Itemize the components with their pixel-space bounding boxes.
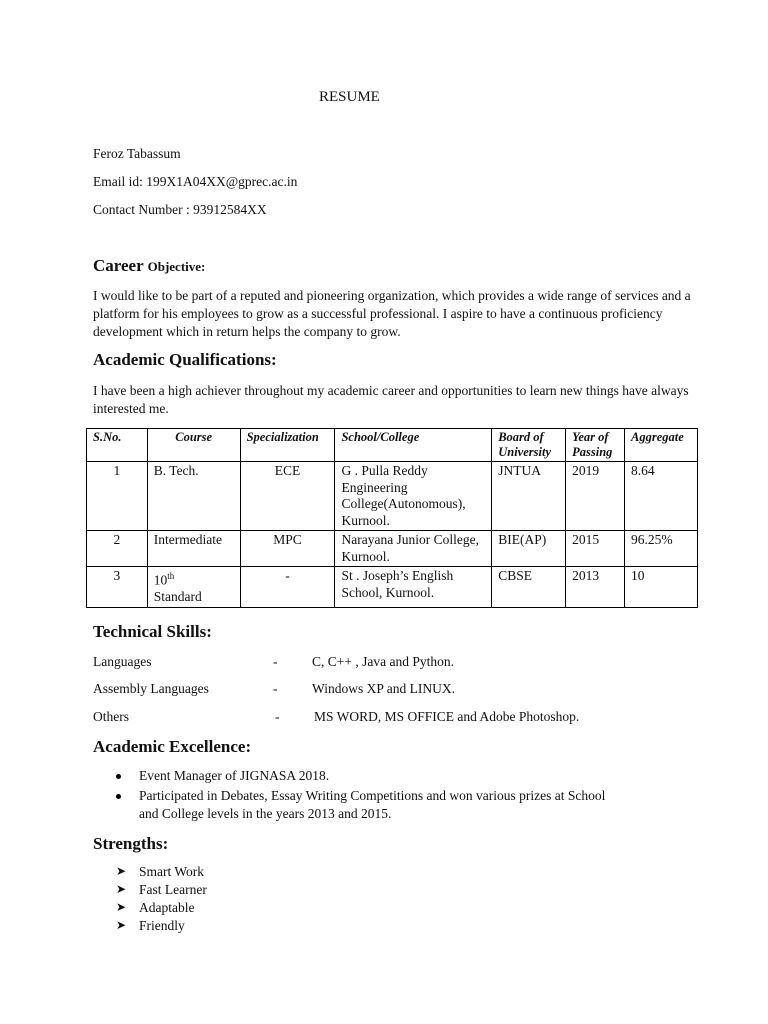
cell-aggregate: 10 <box>625 567 698 608</box>
cell-board: CBSE <box>492 567 566 608</box>
arrow-bullet-icon: ➤ <box>116 900 127 914</box>
course-tail: Standard <box>153 589 202 604</box>
list-item-text: Fast Learner <box>139 882 207 897</box>
list-item-text: Smart Work <box>139 864 205 879</box>
column-header: S.No. <box>87 429 148 462</box>
contact-number-line: Contact Number : 93912584XX <box>93 202 267 217</box>
resume-title: RESUME <box>319 89 380 105</box>
skill-dash: - <box>275 709 280 724</box>
skill-value: MS WORD, MS OFFICE and Adobe Photoshop. <box>314 709 580 724</box>
career-heading-word: Career <box>93 256 144 275</box>
column-header: Board of University <box>492 429 566 462</box>
academic-excellence-heading: Academic Excellence: <box>93 737 252 756</box>
cell-school: G . Pulla Reddy Engineering College(Autonomous), Kurnool. <box>335 462 492 531</box>
skill-label: Languages <box>93 654 152 669</box>
candidate-name: Feroz Tabassum <box>93 146 181 161</box>
career-objective-text: I would like to be part of a reputed and pioneering organization, which provides a wide range of services and a platform for his employees to grow as a successful professional. I aspire to have a continuous proficiency development which in return helps the company to grow. <box>93 288 691 339</box>
list-item-text: Adaptable <box>139 900 195 915</box>
skill-value: Windows XP and LINUX. <box>312 681 455 696</box>
bullet-icon <box>116 794 121 799</box>
list-item-text: and College levels in the years 2013 and 2015. <box>139 806 392 821</box>
list-item-text: Participated in Debates, Essay Writing Competitions and won various prizes at School <box>139 788 606 803</box>
table-header-row <box>87 429 698 462</box>
cell-board: BIE(AP) <box>492 531 566 567</box>
cell-aggregate: 96.25% <box>625 531 698 567</box>
arrow-bullet-icon: ➤ <box>116 882 127 896</box>
table-row <box>87 531 698 567</box>
email-line: Email id: 199X1A04XX@gprec.ac.in <box>93 174 298 189</box>
academic-qualifications-heading: Academic Qualifications: <box>93 350 277 369</box>
column-header: School/College <box>335 429 492 462</box>
skill-dash: - <box>273 681 278 696</box>
cell-course: Intermediate <box>147 531 240 567</box>
objective-heading-word: Objective: <box>147 259 206 274</box>
skill-label: Assembly Languages <box>93 681 209 696</box>
cell-course <box>147 567 240 608</box>
arrow-bullet-icon: ➤ <box>116 918 127 932</box>
qualifications-table <box>86 428 698 608</box>
cell-specialization: MPC <box>240 531 335 567</box>
column-header: Specialization <box>240 429 335 462</box>
list-item-text: Friendly <box>139 918 185 933</box>
cell-aggregate: 8.64 <box>625 462 698 531</box>
bullet-icon <box>116 774 121 779</box>
column-header: Course <box>147 429 240 462</box>
cell-school: Narayana Junior College, Kurnool. <box>335 531 492 567</box>
table-row <box>87 567 698 608</box>
cell-year: 2013 <box>566 567 625 608</box>
strengths-heading: Strengths: <box>93 834 169 853</box>
course-number: 10 <box>153 572 168 588</box>
cell-sno: 2 <box>87 531 148 567</box>
career-objective-heading <box>93 256 205 276</box>
table-row <box>87 462 698 531</box>
arrow-bullet-icon: ➤ <box>116 864 127 878</box>
skill-label: Others <box>93 709 129 724</box>
column-header: Year of Passing <box>566 429 625 462</box>
cell-sno: 1 <box>87 462 148 531</box>
skill-dash: - <box>273 654 278 669</box>
cell-specialization: - <box>240 567 335 608</box>
cell-board: JNTUA <box>492 462 566 531</box>
technical-skills-heading: Technical Skills: <box>93 622 212 641</box>
cell-course: B. Tech. <box>147 462 240 531</box>
cell-school: St . Joseph’s English School, Kurnool. <box>335 567 492 608</box>
cell-year: 2019 <box>566 462 625 531</box>
cell-year: 2015 <box>566 531 625 567</box>
skill-value: C, C++ , Java and Python. <box>312 654 454 669</box>
list-item-text: Event Manager of JIGNASA 2018. <box>139 768 330 783</box>
academic-intro-text: I have been a high achiever throughout my academic career and opportunities to learn new things have always interested me. <box>93 383 689 416</box>
course-superscript: th <box>167 571 175 581</box>
column-header: Aggregate <box>625 429 698 462</box>
cell-sno: 3 <box>87 567 148 608</box>
cell-specialization: ECE <box>240 462 335 531</box>
